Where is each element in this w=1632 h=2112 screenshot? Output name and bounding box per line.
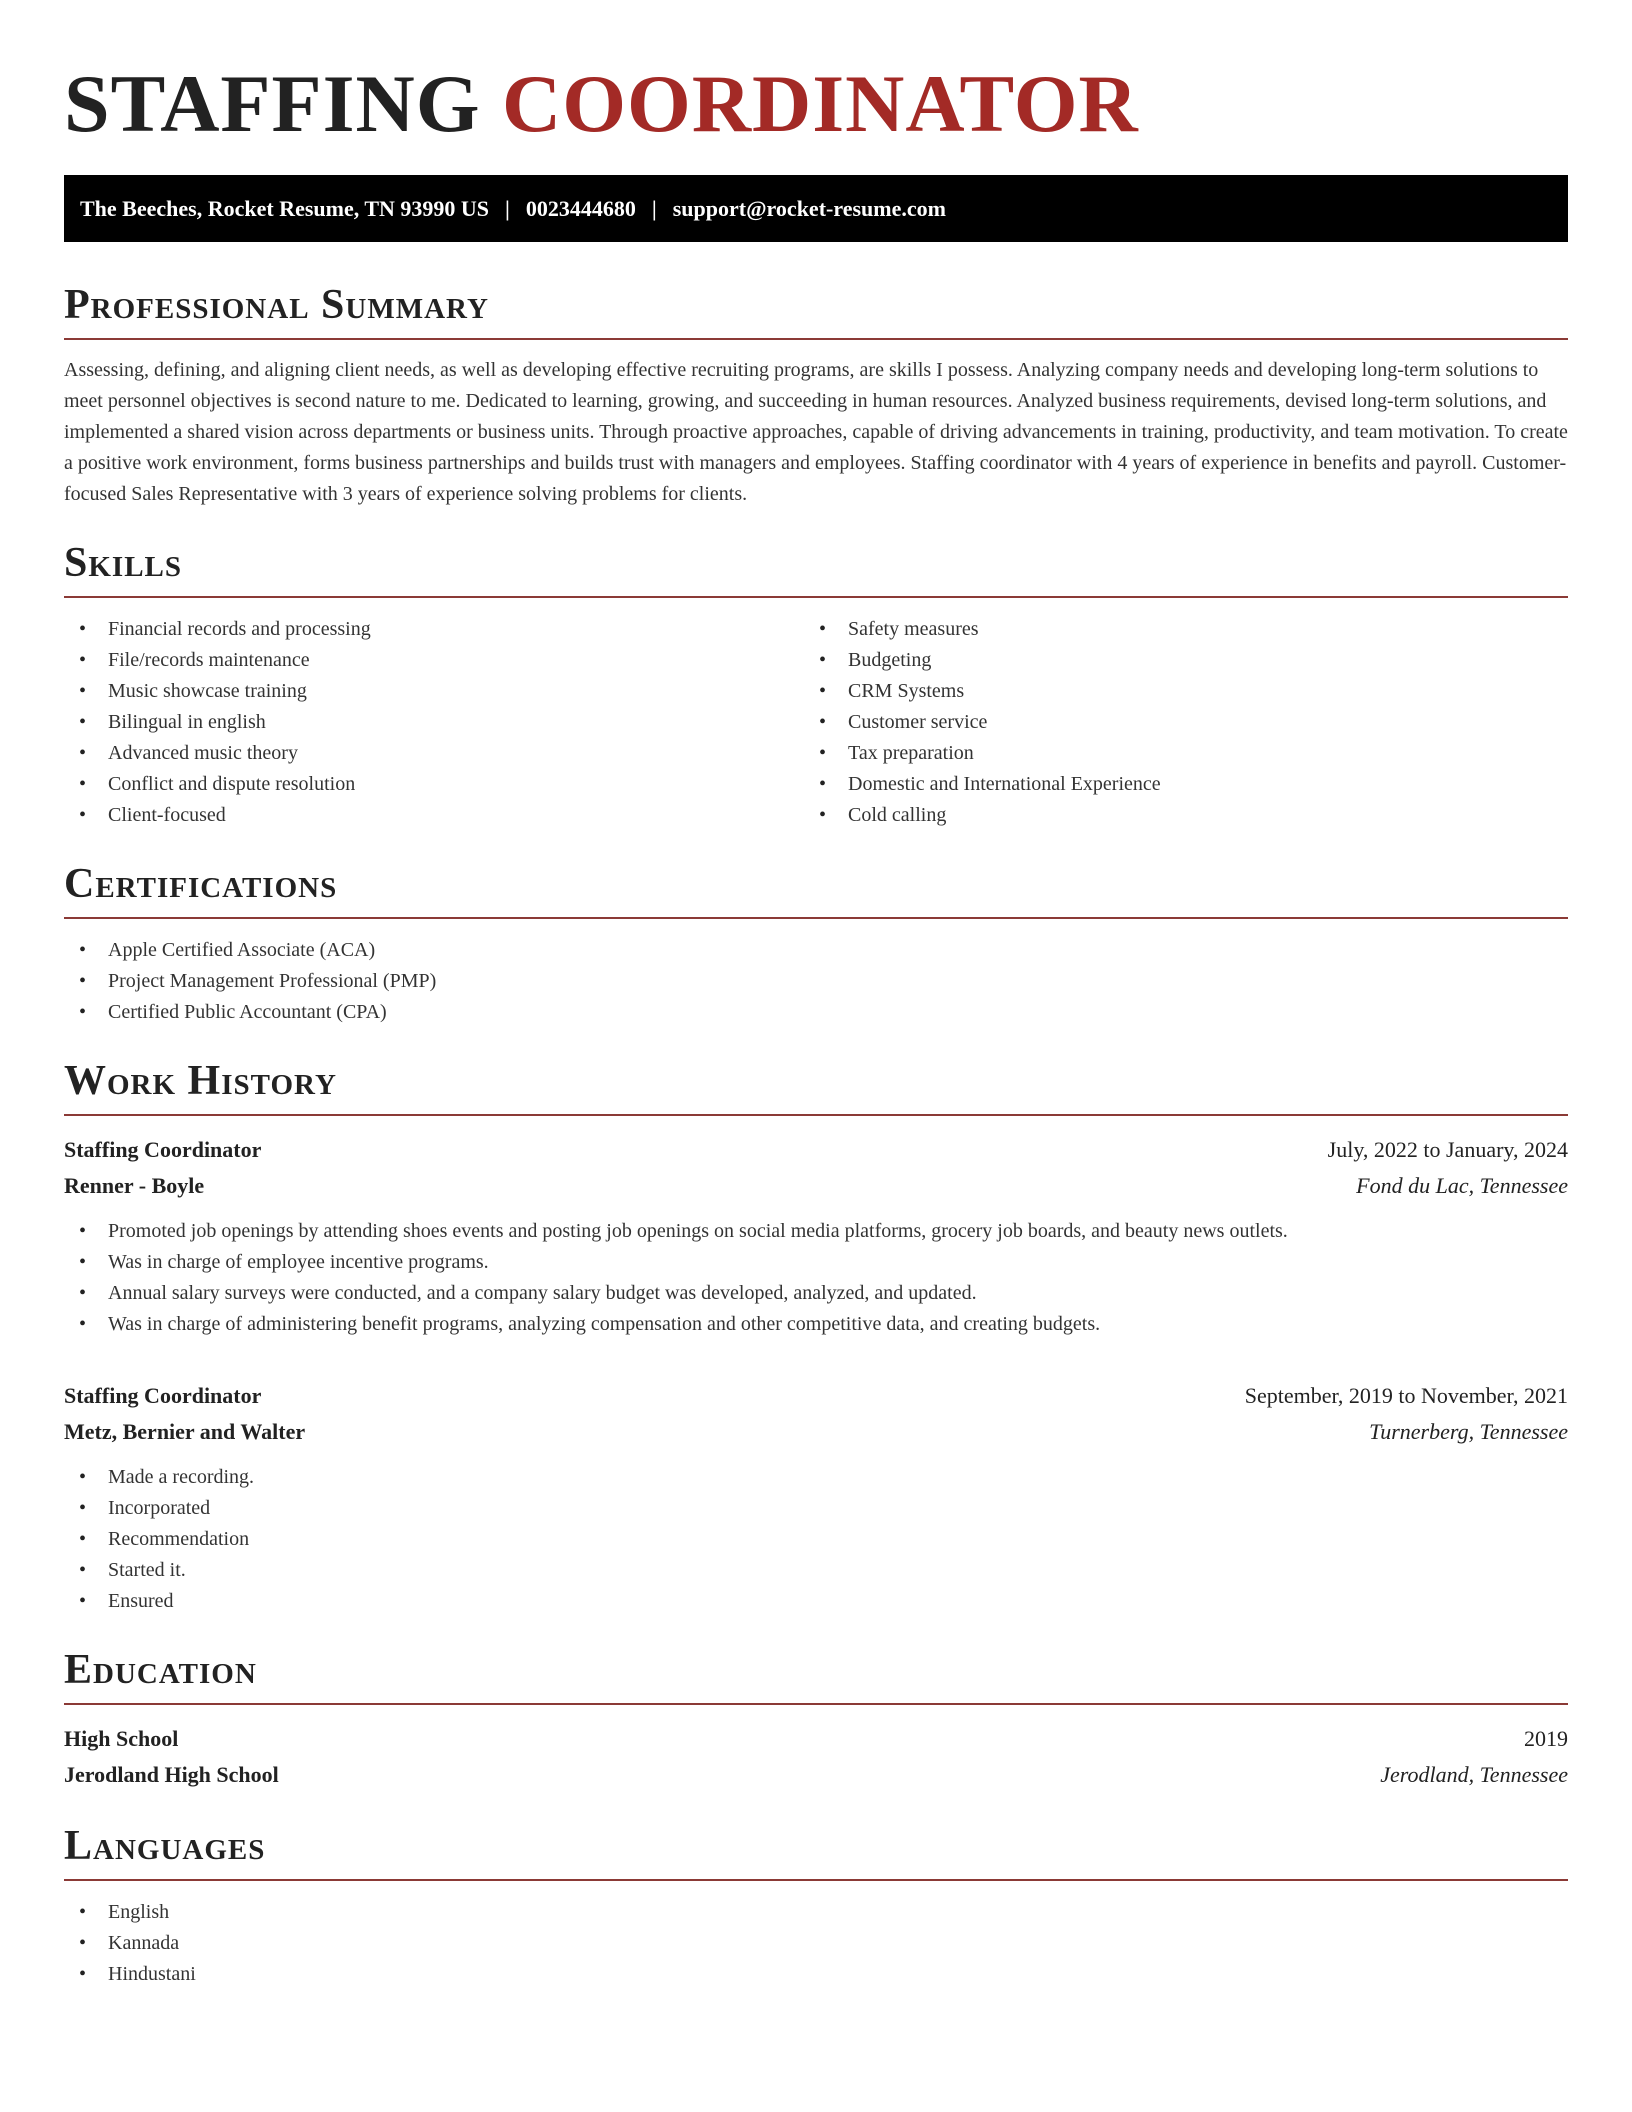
job-entry: [64, 1132, 1568, 1340]
contact-separator: |: [651, 196, 657, 221]
skill-item: • File/records maintenance: [64, 645, 804, 676]
contact-email[interactable]: support@rocket-resume.com: [672, 196, 946, 221]
job-location: Turnerberg, Tennessee: [1369, 1419, 1568, 1444]
job-bullet: • Was in charge of administering benefit programs, analyzing compensation and other competitive data, and creating budgets.: [64, 1309, 1568, 1340]
job-company: Renner - Boyle: [64, 1173, 205, 1198]
languages-list: [64, 1897, 1568, 1990]
job-bullet: • Incorporated: [64, 1493, 1568, 1524]
language-item: • Hindustani: [64, 1959, 1568, 1990]
work-history-section: [64, 1056, 1568, 1617]
skill-item: • Financial records and processing: [64, 614, 804, 645]
job-dates: July, 2022 to January, 2024: [1327, 1137, 1568, 1162]
skill-item: • Tax preparation: [804, 738, 1544, 769]
languages-section: [64, 1821, 1568, 1990]
skill-item: • Domestic and International Experience: [804, 769, 1544, 800]
section-title-summary: Professional Summary: [64, 280, 1568, 340]
skills-list-left: [64, 614, 804, 831]
summary-section: [64, 280, 1568, 510]
section-title-work-history: Work History: [64, 1056, 1568, 1116]
job-header-row: [64, 1132, 1568, 1168]
skills-list-right: [804, 614, 1544, 831]
skill-item: • CRM Systems: [804, 676, 1544, 707]
job-bullet: • Annual salary surveys were conducted, and a company salary budget was developed, analyzed, and updated.: [64, 1278, 1568, 1309]
language-item: • Kannada: [64, 1928, 1568, 1959]
certification-item: • Apple Certified Associate (ACA): [64, 935, 1568, 966]
certifications-section: [64, 859, 1568, 1028]
resume-page: [64, 58, 1568, 1990]
skill-item: • Bilingual in english: [64, 707, 804, 738]
skill-item: • Safety measures: [804, 614, 1544, 645]
contact-phone: 0023444680: [525, 196, 636, 221]
section-title-languages: Languages: [64, 1821, 1568, 1881]
education-year: 2019: [1524, 1726, 1568, 1751]
skill-item: • Budgeting: [804, 645, 1544, 676]
contact-address: The Beeches, Rocket Resume, TN 93990 US: [80, 196, 490, 221]
skills-section: [64, 538, 1568, 831]
section-title-skills: Skills: [64, 538, 1568, 598]
job-bullet: • Made a recording.: [64, 1462, 1568, 1493]
resume-name: [64, 58, 1568, 150]
job-bullets: [64, 1216, 1568, 1340]
job-header-row: [64, 1378, 1568, 1414]
job-company: Metz, Bernier and Walter: [64, 1419, 306, 1444]
skill-item: • Cold calling: [804, 800, 1544, 831]
job-role: Staffing Coordinator: [64, 1137, 262, 1162]
job-dates: September, 2019 to November, 2021: [1244, 1383, 1568, 1408]
skill-item: • Advanced music theory: [64, 738, 804, 769]
job-location: Fond du Lac, Tennessee: [1356, 1173, 1568, 1198]
education-location: Jerodland, Tennessee: [1380, 1762, 1568, 1787]
contact-separator: |: [505, 196, 510, 221]
job-bullets: [64, 1462, 1568, 1617]
job-bullet: • Recommendation: [64, 1524, 1568, 1555]
education-section: [64, 1645, 1568, 1793]
education-entry: [64, 1721, 1568, 1793]
job-bullet: • Ensured: [64, 1586, 1568, 1617]
job-bullet: • Started it.: [64, 1555, 1568, 1586]
job-entry: [64, 1378, 1568, 1617]
job-bullet: • Promoted job openings by attending shoes events and posting job openings on social media platforms, grocery job boards, and beauty news outlets.: [64, 1216, 1568, 1247]
summary-text: Assessing, defining, and aligning client needs, as well as developing effective recruiting programs, are skills I possess. Analyzing company needs and developing long-term solutions to meet personnel objectives is second nature to me. Dedicated to learning, growing, and succeeding in human resources. Analyzed business requirements, devised long-term solutions, and implemented a shared vision across departments or business units. Through proactive approaches, capable of driving advancements in training, productivity, and team motivation. To create a positive work environment, forms business partnerships and builds trust with managers and employees. Staffing coordinator with 4 years of experience in benefits and payroll. Customer-focused Sales Representative with 3 years of experience solving problems for clients.: [64, 359, 1568, 505]
job-role: Staffing Coordinator: [64, 1383, 262, 1408]
section-title-education: Education: [64, 1645, 1568, 1705]
job-company-row: [64, 1168, 1568, 1204]
education-degree: High School: [64, 1726, 179, 1751]
certification-item: • Project Management Professional (PMP): [64, 966, 1568, 997]
education-header-row: [64, 1721, 1568, 1757]
skill-item: • Music showcase training: [64, 676, 804, 707]
certification-item: • Certified Public Accountant (CPA): [64, 997, 1568, 1028]
contact-bar: [64, 175, 1568, 242]
skill-item: • Customer service: [804, 707, 1544, 738]
education-school: Jerodland High School: [64, 1762, 279, 1787]
skills-grid: [64, 614, 1568, 831]
skill-item: • Conflict and dispute resolution: [64, 769, 804, 800]
section-title-certifications: Certifications: [64, 859, 1568, 919]
language-item: • English: [64, 1897, 1568, 1928]
skill-item: • Client-focused: [64, 800, 804, 831]
education-school-row: [64, 1757, 1568, 1793]
certifications-list: [64, 935, 1568, 1028]
name-last: COORDINATOR: [502, 58, 1139, 149]
job-company-row: [64, 1414, 1568, 1450]
job-bullet: • Was in charge of employee incentive programs.: [64, 1247, 1568, 1278]
name-first: STAFFING: [64, 58, 481, 149]
